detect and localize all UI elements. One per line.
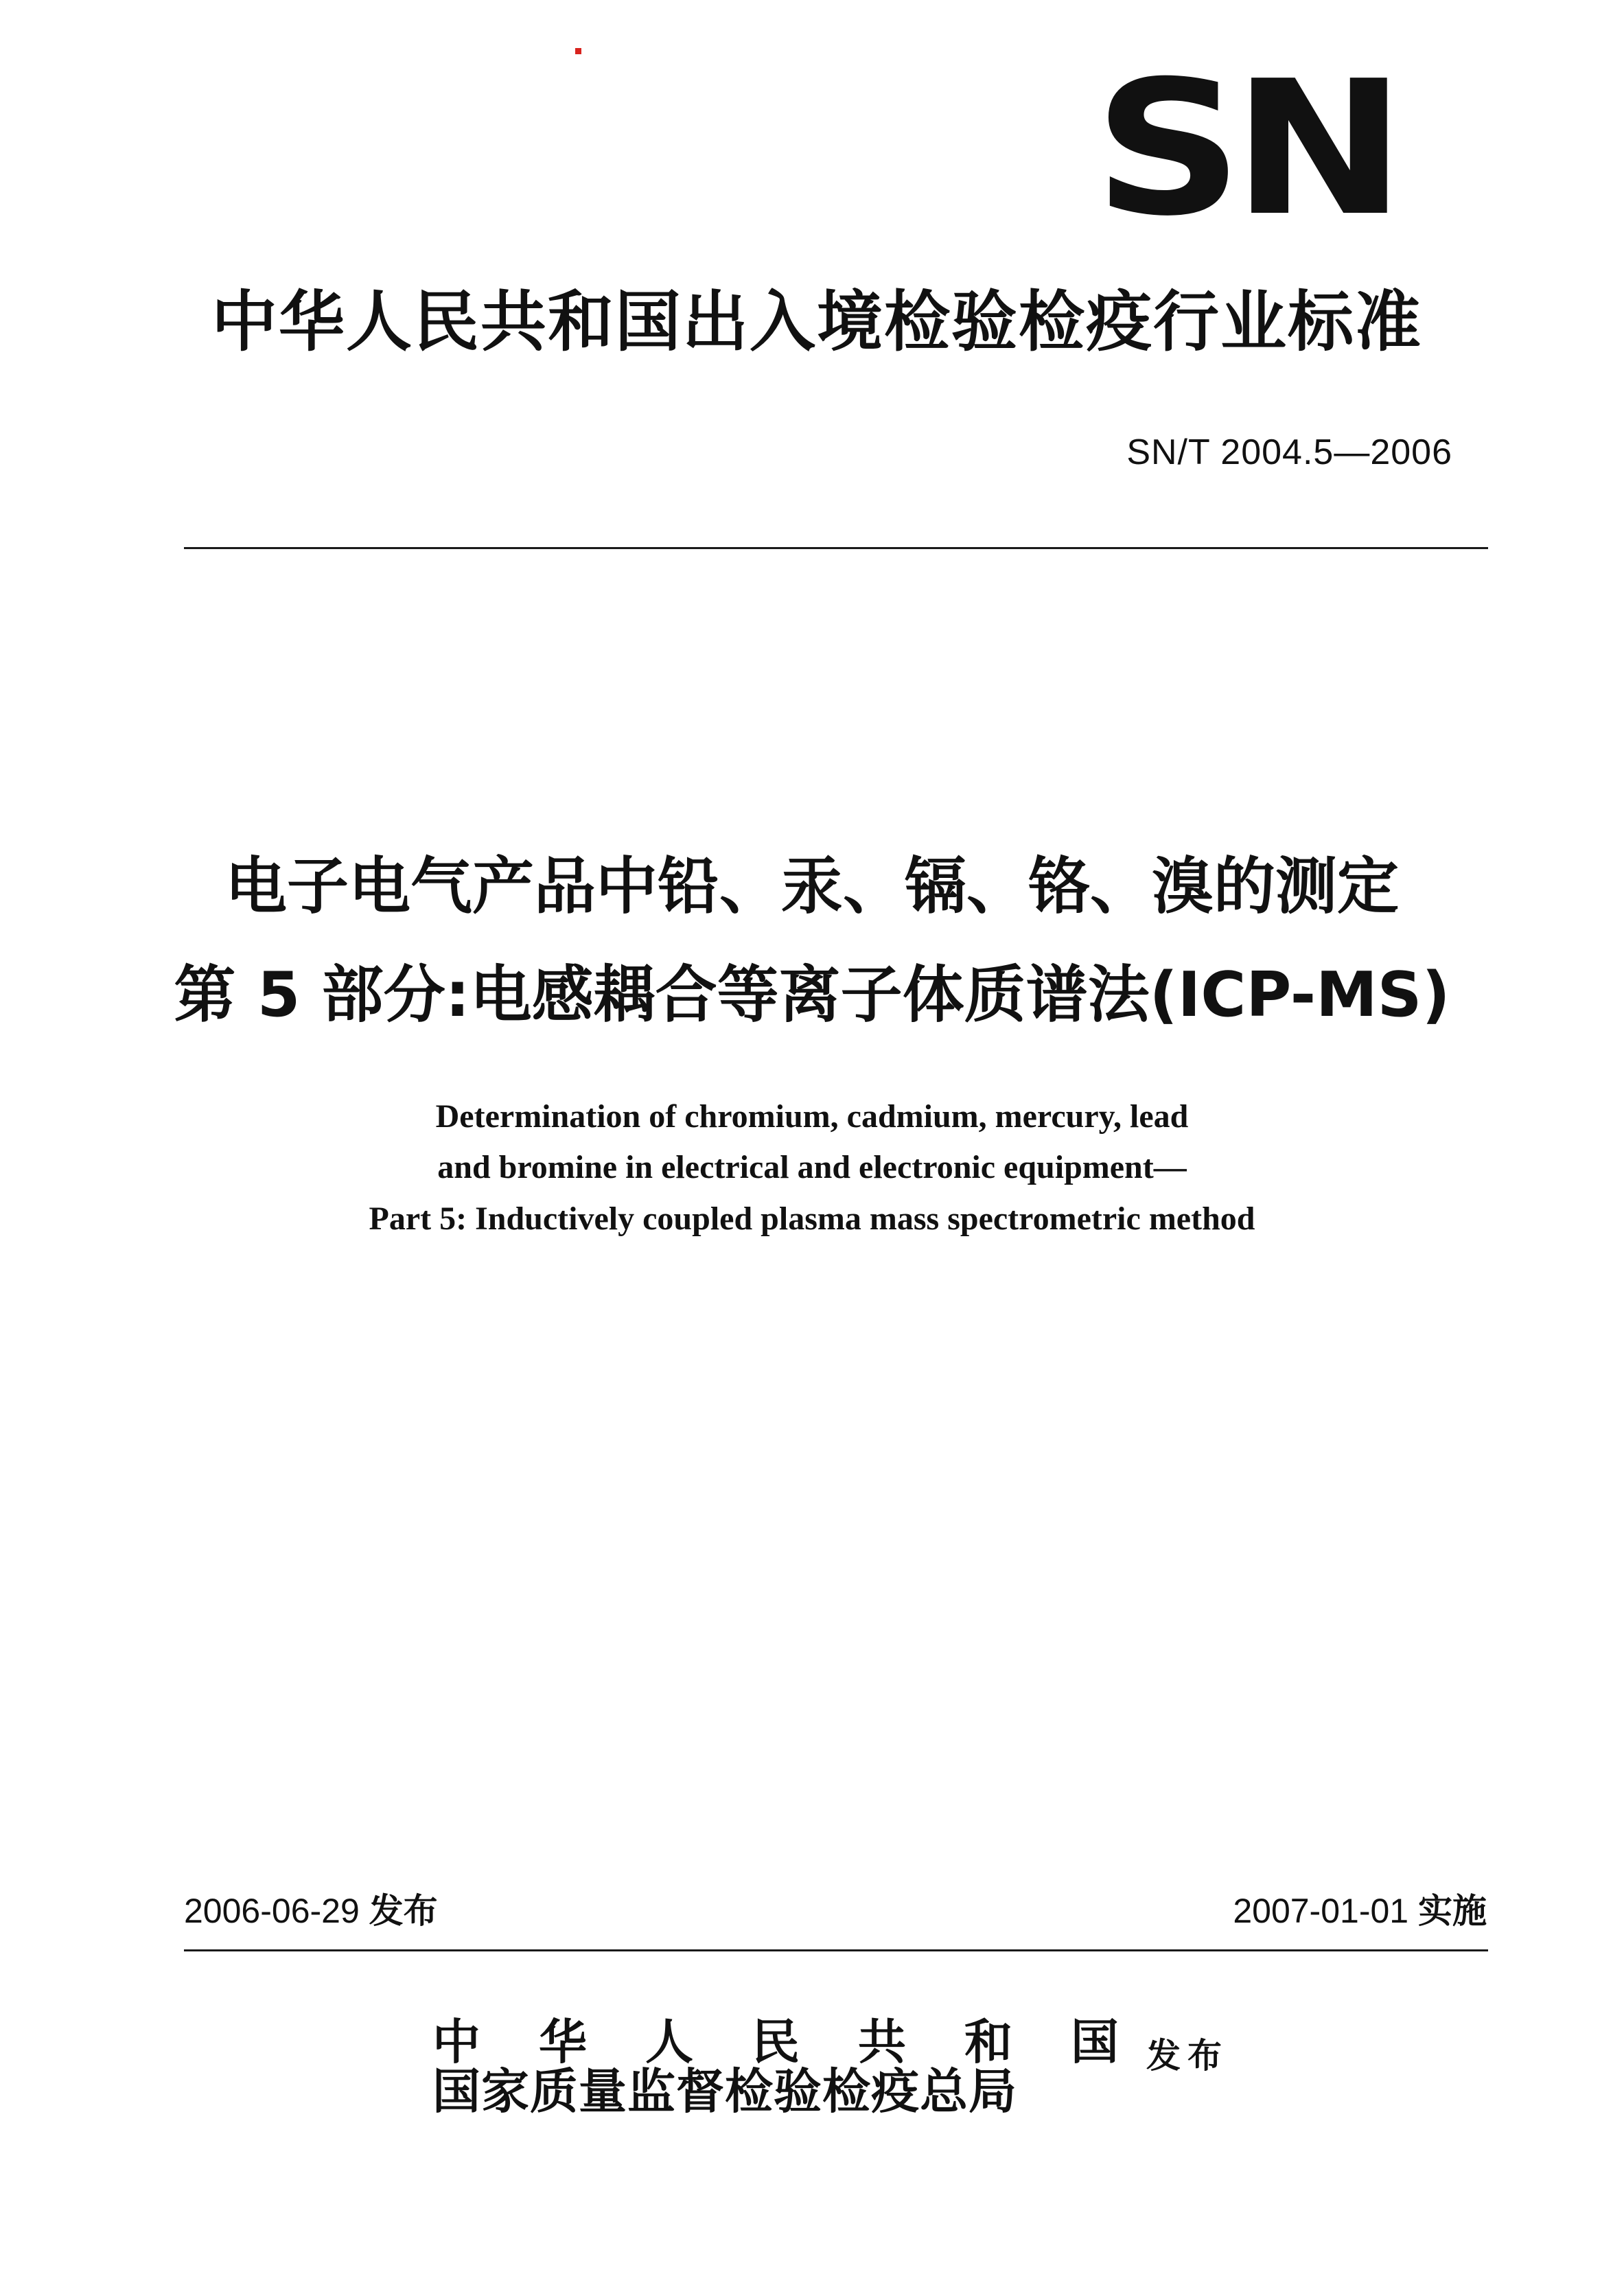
issuer-char: 民	[752, 2013, 800, 2070]
top-divider	[184, 547, 1488, 549]
implementation-date-value: 2007-01-01	[1233, 1892, 1409, 1930]
issuer-char: 共	[858, 2013, 906, 2070]
sn-logo: SN	[1093, 40, 1395, 257]
issuer-char: 中	[432, 2013, 480, 2070]
bottom-divider	[184, 1949, 1488, 1951]
chinese-title-line-2: 第 5 部分:电感耦合等离子体质谱法(ICP-MS)	[174, 959, 1450, 1031]
english-title-line-2: and bromine in electrical and electronic equipment—	[437, 1149, 1187, 1185]
issue-date-label: 发布	[369, 1891, 438, 1931]
issuer-char: 国	[1071, 2013, 1119, 2070]
english-title-line-3: Part 5: Inductively coupled plasma mass spectrometric method	[369, 1201, 1255, 1237]
implementation-date	[1233, 1890, 1487, 1932]
red-mark	[575, 48, 581, 54]
standard-category-title: 中华人民共和国出入境检验检疫行业标准	[211, 283, 1422, 360]
issuer-char: 和	[964, 2013, 1012, 2070]
standard-number: SN/T 2004.5—2006	[1126, 432, 1452, 472]
issuer-char: 人	[645, 2013, 693, 2070]
issue-date	[184, 1890, 438, 1932]
issuer-line-1	[432, 2013, 1119, 2070]
issue-date-value: 2006-06-29	[184, 1892, 360, 1930]
implementation-date-label: 实施	[1418, 1891, 1487, 1931]
issuer-char: 华	[539, 2013, 587, 2070]
issued-label: 发布	[1146, 2035, 1229, 2076]
chinese-title-line-1: 电子电气产品中铅、汞、镉、铬、溴的测定	[225, 850, 1399, 923]
issuer-line-2: 国家质量监督检验检疫总局	[432, 2063, 1017, 2120]
english-title-line-1: Determination of chromium, cadmium, mercury, lead	[435, 1098, 1189, 1135]
